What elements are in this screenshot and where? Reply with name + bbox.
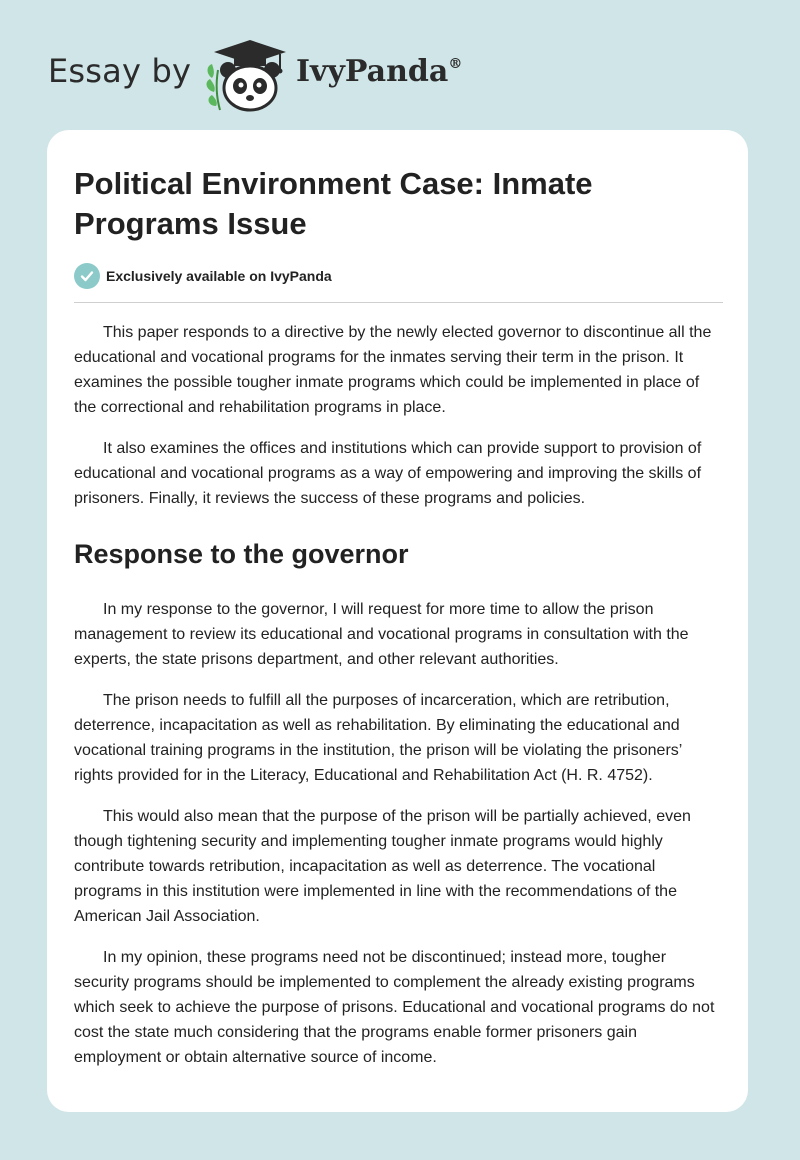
registered-mark: ® — [448, 56, 463, 72]
article-body — [74, 320, 724, 1086]
brand-name-text: IvyPanda — [296, 54, 449, 89]
exclusive-badge-label: Exclusively available on IvyPanda — [106, 268, 332, 284]
site-header — [48, 30, 508, 110]
section-paragraph: In my response to the governor, I will request for more time to allow the prison management to review its educational and vocational programs in consultation with the experts, the state prisons department, and other relevant authorities. — [74, 601, 689, 668]
section-heading: Response to the governor — [74, 539, 409, 569]
intro-paragraph: It also examines the offices and institutions which can provide support to provision of educational and vocational programs as a way of empowering and improving the skills of prisoners. Finally, it reviews the success of these programs and policies. — [74, 440, 702, 507]
section-paragraph: In my opinion, these programs need not be discontinued; instead more, tougher security programs should be implemented to complement the already existing programs which seek to achieve the purpose of prisons. Educational and vocational programs do not cost the state much considering that the programs enable former prisoners gain employment or obtain alternative source of income. — [74, 949, 715, 1066]
exclusive-badge — [74, 263, 332, 289]
article-card — [47, 130, 748, 1112]
panda-graduate-icon[interactable] — [200, 34, 292, 114]
article-title: Political Environment Case: Inmate Programs Issue — [74, 166, 593, 241]
brand-name[interactable] — [296, 54, 462, 89]
section-paragraph: The prison needs to fulfill all the purposes of incarceration, which are retribution, deterrence, incapacitation as well as rehabilitation. By eliminating the educational and vocational training programs in the institution, the prison will be violating the prisoners’ rights provided for in the Literacy, Educational and Rehabilitation Act (H. R. 4752). — [74, 692, 682, 784]
ivy-leaf-icon — [207, 64, 220, 110]
section-paragraph: This would also mean that the purpose of the prison will be partially achieved, even though tightening security and implementing tougher inmate programs would highly contribute towards retribution, incapacitation as well as deterrence. The vocational programs in this institution were implemented in line with the recommendations of the American Jail Association. — [74, 808, 691, 925]
checkmark-icon — [74, 263, 100, 289]
essay-by-label: Essay by — [48, 52, 192, 90]
intro-paragraph: This paper responds to a directive by the newly elected governor to discontinue all the educational and vocational programs for the inmates serving their term in the prison. It examines the possible tougher inmate programs which could be implemented in place of the correctional and rehabilitation programs in place. — [74, 324, 712, 416]
title-divider — [74, 302, 723, 303]
